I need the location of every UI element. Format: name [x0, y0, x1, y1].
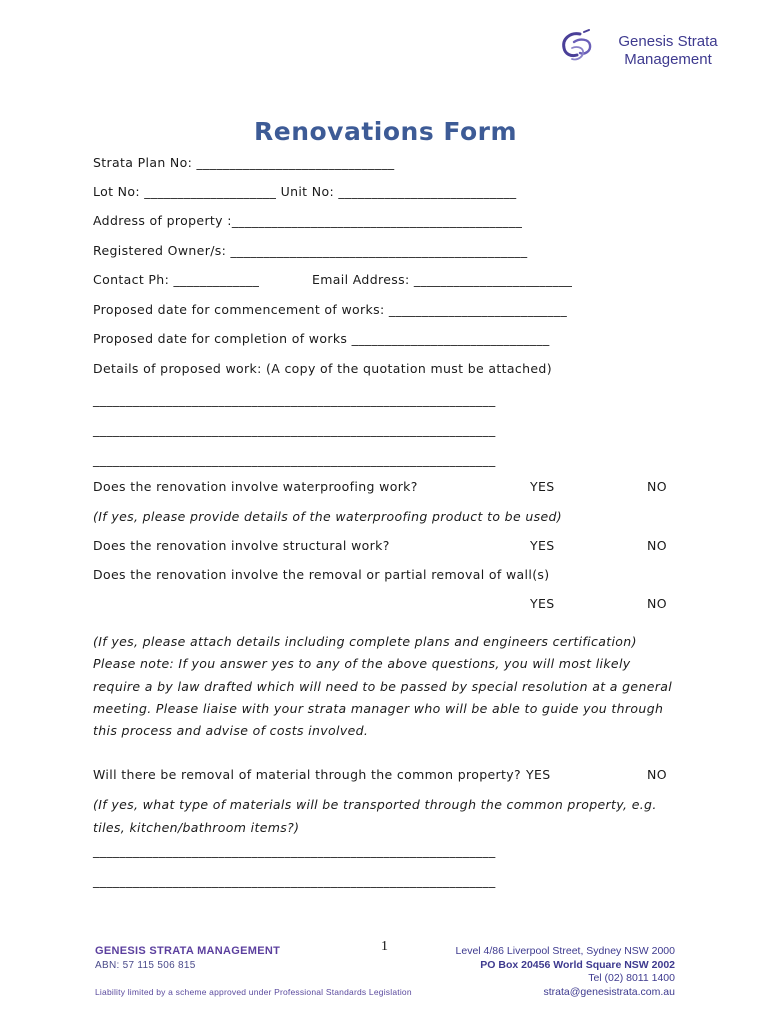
logo-mark-icon [556, 28, 596, 64]
waterproofing-question: Does the renovation involve waterproofing work? [93, 479, 418, 494]
footer-po-box: PO Box 20456 World Square NSW 2002 [480, 958, 675, 971]
footer-street-address: Level 4/86 Liverpool Street, Sydney NSW 2000 [455, 945, 675, 957]
material-removal-no: NO [647, 767, 667, 782]
footer-liability: Liability limited by a scheme approved under Professional Standards Legislation [95, 987, 412, 997]
structural-yes: YES [530, 538, 555, 553]
material-blank-line: _____________________________________________________________ [93, 843, 496, 858]
footer-email: strata@genesistrata.com.au [543, 985, 675, 998]
owner-field: Registered Owner/s: _____________________________________________ [93, 243, 528, 258]
details-blank-line: _____________________________________________________________ [93, 452, 496, 467]
footer-company: GENESIS STRATA MANAGEMENT [95, 945, 281, 957]
wall-removal-no: NO [647, 596, 667, 611]
waterproofing-note: (If yes, please provide details of the waterproofing product to be used) [93, 509, 563, 524]
page-number: 1 [381, 939, 388, 954]
note-line: (If yes, please attach details including complete plans and engineers certification) [93, 634, 637, 649]
details-label: Details of proposed work: (A copy of the quotation must be attached) [93, 361, 552, 376]
completion-date-field: Proposed date for completion of works ______________________________ [93, 331, 550, 346]
note-line: Please note: If you answer yes to any of the above questions, you will most likely [93, 656, 631, 671]
logo-text-line2: Management [624, 51, 712, 68]
details-blank-line: _____________________________________________________________ [93, 392, 496, 407]
waterproofing-yes: YES [530, 479, 555, 494]
page-title: Renovations Form [254, 117, 518, 146]
wall-removal-question: Does the renovation involve the removal or partial removal of wall(s) [93, 567, 550, 582]
details-blank-line: _____________________________________________________________ [93, 422, 496, 437]
footer-tel: Tel (02) 8011 1400 [588, 972, 675, 984]
material-removal-yes: YES [526, 767, 551, 782]
material-removal-question: Will there be removal of material through the common property? [93, 767, 522, 782]
footer-contact [430, 945, 675, 999]
email-field: Email Address: ________________________ [312, 272, 573, 287]
logo [556, 28, 596, 64]
waterproofing-no: NO [647, 479, 667, 494]
material-note: tiles, kitchen/bathroom items?) [93, 820, 300, 835]
note-line: meeting. Please liaise with your strata manager who will be able to guide you through [93, 701, 664, 716]
note-line: require a by law drafted which will need to be passed by special resolution at a general [93, 679, 673, 694]
contact-phone-field: Contact Ph: _____________ [93, 272, 260, 287]
logo-text [598, 33, 738, 69]
lot-unit-field: Lot No: ____________________ Unit No: ___________________________ [93, 184, 517, 199]
footer-abn: ABN: 57 115 506 815 [95, 960, 196, 971]
strata-plan-field: Strata Plan No: ______________________________ [93, 155, 395, 170]
structural-no: NO [647, 538, 667, 553]
material-note: (If yes, what type of materials will be transported through the common property, e.g. [93, 797, 657, 812]
commencement-date-field: Proposed date for commencement of works: ___________________________ [93, 302, 568, 317]
address-field: Address of property :____________________________________________ [93, 213, 523, 228]
material-blank-line: _____________________________________________________________ [93, 873, 496, 888]
structural-question: Does the renovation involve structural work? [93, 538, 390, 553]
logo-text-line1: Genesis Strata [618, 33, 718, 50]
wall-removal-yes: YES [530, 596, 555, 611]
note-line: this process and advise of costs involved. [93, 723, 369, 738]
